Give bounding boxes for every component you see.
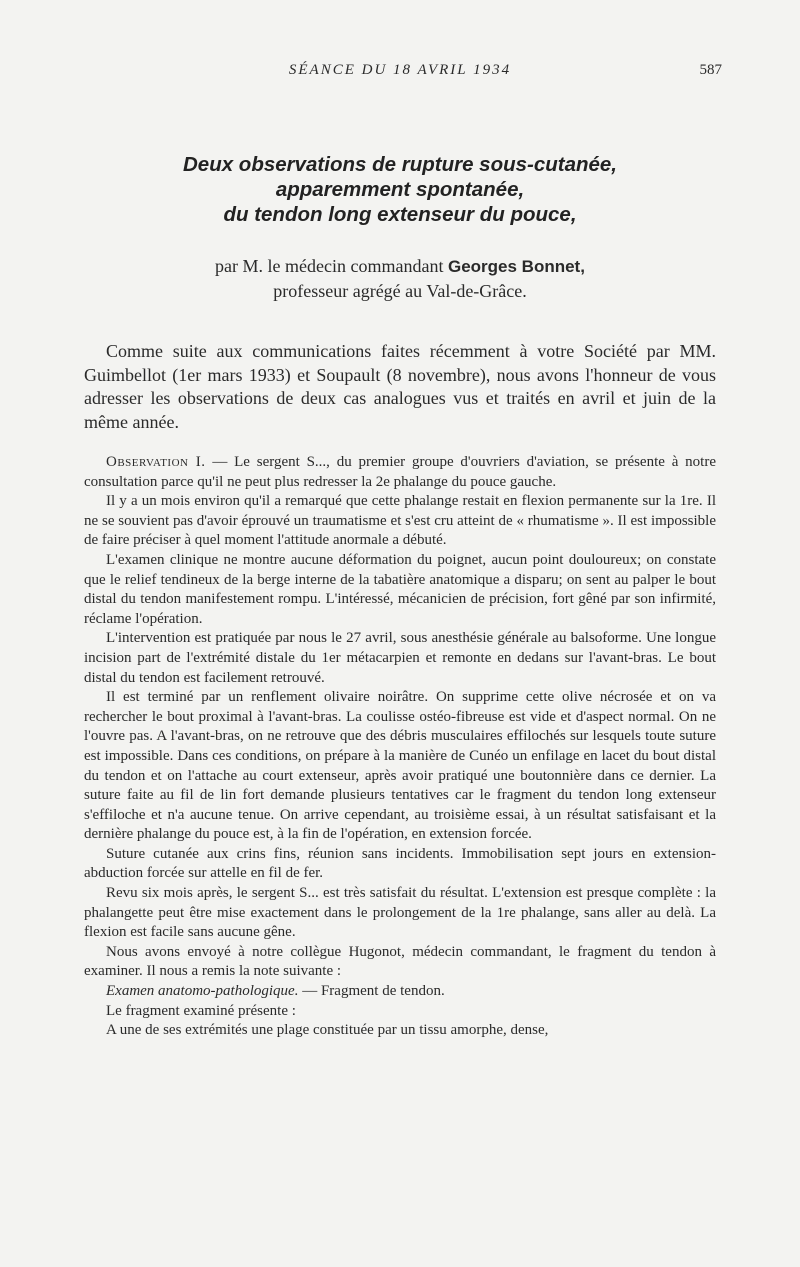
author-line bbox=[100, 254, 700, 279]
observation-paragraph-6: Suture cutanée aux crins fins, réunion sans incidents. Immobilisation sept jours en extension-abduction forcée sur attelle en fil de fer. bbox=[84, 845, 716, 882]
article-title bbox=[100, 152, 700, 227]
observation-section bbox=[84, 453, 716, 1041]
author-name: Georges Bonnet, bbox=[447, 257, 585, 276]
title-line-2: apparemment spontanée, bbox=[275, 178, 525, 201]
observation-paragraph-10: Le fragment examiné présente : bbox=[106, 1002, 296, 1019]
page-number: 587 bbox=[699, 62, 722, 78]
observation-paragraph-5: Il est terminé par un renflement olivaire noirâtre. On supprime cette olive nécrosée et on va rechercher le bout proximal à l'avant-bras. La coulisse ostéo-fibreuse est vide et d'aspect normal. On ne l'ouvre pas. A l'avant-bras, on ne retrouve que des débris musculaires effilochés sur lesquels toute suture est impossible. Dans ces conditions, on prépare à la manière de Cunéo un enfilage en lacet du bout distal du tendon et on l'attache au court extenseur, après avoir pratiqué une boutonnière dans ce dernier. La suture faite au fil de lin fort demande plusieurs tentatives car le fragment du tendon long extenseur s'effiloche et n'a aucune tenue. On arrive cependant, au troisième essai, à un résultat satisfaisant et la dernière phalange du pouce est, à la fin de l'opération, en extension forcée. bbox=[84, 689, 716, 843]
running-header bbox=[0, 62, 800, 82]
observation-paragraph-7: Revu six mois après, le sergent S... est très satisfait du résultat. L'extension est presque complète : la phalangette peut être mise exactement dans le prolongement de la 1re phalange, sans aller au delà. La flexion est facile sans aucune gêne. bbox=[84, 885, 716, 941]
observation-paragraph-8: Nous avons envoyé à notre collègue Hugonot, médecin commandant, le fragment du tendon à examiner. Il nous a remis la note suivante : bbox=[84, 943, 716, 980]
observation-paragraph-1: Observation I. — Le sergent S..., du premier groupe d'ouvriers d'aviation, se présente à notre consultation parce qu'il ne peut plus redresser la 2e phalange du pouce gauche. bbox=[84, 454, 716, 490]
observation-heading: Observation I. bbox=[106, 454, 206, 470]
intro-paragraph: Comme suite aux communications faites récemment à votre Société par MM. Guimbellot (1er mars 1933) et Soupault (8 novembre), nous avons l'honneur de vous adresser les observations de deux cas analogues vus et traités en avril et juin de la même année. bbox=[84, 341, 716, 432]
author-affiliation: professeur agrégé au Val-de-Grâce. bbox=[273, 281, 527, 301]
observation-paragraph-3: L'examen clinique ne montre aucune déformation du poignet, aucun point douloureux; on constate que le relief tendineux de la berge interne de la tabatière anatomique a disparu; on sent au palper le bout distal du tendon manifestement rompu. L'intéressé, mécanicien de précision, fort gêné par son infirmité, réclame l'opération. bbox=[84, 551, 716, 627]
observation-paragraph-2: Il y a un mois environ qu'il a remarqué que cette phalange restait en flexion permanente sur la 1re. Il ne se souvient pas d'avoir éprouvé un traumatisme et s'est cru atteint de « rhumatisme ». Il est impossible de faire préciser à quel moment l'attitude anormale a débuté. bbox=[84, 493, 716, 549]
observation-paragraph-11: A une de ses extrémités une plage constituée par un tissu amorphe, dense, bbox=[106, 1022, 549, 1039]
pathology-heading: Examen anatomo-pathologique. bbox=[106, 983, 299, 1000]
author-block bbox=[100, 254, 700, 303]
author-prefix: par M. le médecin commandant bbox=[215, 256, 448, 276]
observation-paragraph-4: L'intervention est pratiquée par nous le 27 avril, sous anesthésie générale au balsoforme. Une longue incision part de l'extrémité distale du 1er métacarpien et remonte en dedans sur l'avant-bras. Le bout distal du tendon est facilement retrouvé. bbox=[84, 630, 716, 686]
title-line-3: du tendon long extenseur du pouce, bbox=[223, 203, 577, 226]
title-line-1: Deux observations de rupture sous-cutanée, bbox=[182, 153, 618, 176]
observation-paragraph-9: Examen anatomo-pathologique. — Fragment de tendon. bbox=[106, 983, 445, 1000]
running-title: SÉANCE DU 18 AVRIL 1934 bbox=[288, 62, 512, 78]
